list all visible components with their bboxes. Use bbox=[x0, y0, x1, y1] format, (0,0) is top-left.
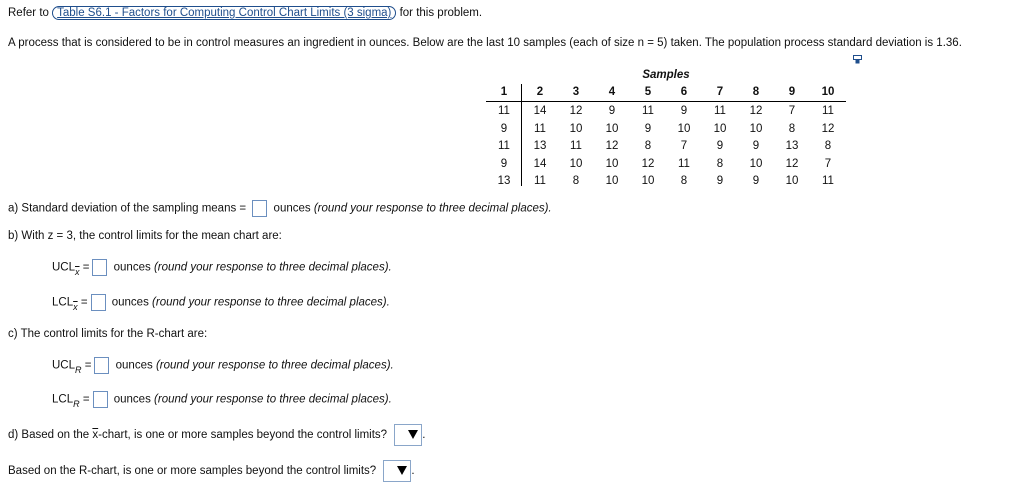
table-divider bbox=[521, 84, 522, 186]
table-cell: 12 bbox=[569, 104, 583, 117]
table-cell: 7 bbox=[680, 140, 688, 153]
table-cell: 7 bbox=[824, 157, 832, 170]
table-row bbox=[486, 155, 846, 173]
ucl-x-eq: = bbox=[82, 261, 90, 274]
ucl-r-subscript: R bbox=[75, 364, 82, 375]
table-cell: 11 bbox=[714, 104, 726, 117]
lcl-r-unit: ounces bbox=[113, 393, 151, 406]
table-cell: 11 bbox=[498, 140, 510, 153]
table-cell: 9 bbox=[500, 157, 508, 170]
col-header: 2 bbox=[522, 84, 558, 102]
ucl-x-unit: ounces bbox=[113, 261, 151, 274]
col-header: 9 bbox=[774, 84, 810, 102]
table-caption: Samples bbox=[642, 68, 690, 81]
part-d-q1-period: . bbox=[422, 429, 426, 442]
dropdown-arrow-icon bbox=[408, 430, 418, 439]
samples-table bbox=[486, 66, 846, 190]
table-cell: 14 bbox=[533, 104, 547, 117]
table-cell: 12 bbox=[821, 122, 835, 135]
table-row bbox=[486, 137, 846, 155]
part-a-hint: (round your response to three decimal places). bbox=[313, 202, 552, 215]
table-cell: 9 bbox=[752, 175, 760, 188]
table-cell: 10 bbox=[785, 175, 799, 188]
ucl-r-hint: (round your response to three decimal places). bbox=[155, 359, 394, 372]
ucl-r-prefix: UCL bbox=[52, 359, 76, 372]
part-a-unit: ounces bbox=[273, 202, 311, 215]
part-d-q1-x: $\overline{x}$ bbox=[92, 429, 99, 442]
problem-statement: A process that is considered to be in control measures an ingredient in ounces. Below are the last 10 samples (each of size n = 5) taken. The population process standard deviation is 1.36. bbox=[8, 37, 962, 49]
part-d-q1-start: d) Based on the bbox=[8, 429, 90, 442]
table-cell: 9 bbox=[608, 104, 616, 117]
part-a-label: a) Standard deviation of the sampling means = bbox=[8, 202, 247, 215]
col-header: 5 bbox=[630, 84, 666, 102]
table-cell: 7 bbox=[788, 104, 796, 117]
lcl-x-eq: = bbox=[80, 296, 88, 309]
table-cell: 10 bbox=[569, 122, 583, 135]
col-header: 6 bbox=[666, 84, 702, 102]
table-cell: 10 bbox=[569, 157, 583, 170]
ucl-x-row bbox=[52, 259, 392, 276]
table-cell: 8 bbox=[680, 175, 688, 188]
table-cell: 10 bbox=[605, 175, 619, 188]
ucl-r-input[interactable] bbox=[94, 357, 109, 374]
part-d-q2-period: . bbox=[411, 465, 415, 478]
dropdown-arrow-icon bbox=[397, 466, 407, 475]
table-cell: 13 bbox=[497, 175, 511, 188]
table-cell: 10 bbox=[749, 122, 763, 135]
table-cell: 8 bbox=[716, 157, 724, 170]
lcl-x-subscript: x bbox=[73, 301, 78, 312]
table-cell: 11 bbox=[534, 122, 546, 135]
table-cell: 11 bbox=[678, 157, 690, 170]
col-header: 7 bbox=[702, 84, 738, 102]
col-header: 10 bbox=[810, 84, 846, 102]
intro-line bbox=[8, 7, 482, 19]
lcl-r-hint: (round your response to three decimal places). bbox=[154, 393, 392, 406]
xbar-chart-answer-dropdown[interactable] bbox=[394, 424, 422, 446]
table-cell: 10 bbox=[713, 122, 727, 135]
table-cell: 10 bbox=[605, 122, 619, 135]
table-cell: 10 bbox=[641, 175, 655, 188]
print-icon[interactable] bbox=[853, 55, 862, 64]
table-cell: 12 bbox=[785, 157, 799, 170]
table-cell: 12 bbox=[749, 104, 763, 117]
table-row bbox=[486, 173, 846, 191]
lcl-x-hint: (round your response to three decimal places). bbox=[152, 296, 390, 309]
part-a bbox=[8, 200, 552, 217]
table-cell: 12 bbox=[641, 157, 655, 170]
col-header: 8 bbox=[738, 84, 774, 102]
ucl-x-hint: (round your response to three decimal places). bbox=[153, 261, 392, 274]
table-cell: 10 bbox=[605, 157, 619, 170]
sd-sampling-means-input[interactable] bbox=[252, 200, 267, 217]
table-row bbox=[486, 120, 846, 138]
table-cell: 14 bbox=[533, 157, 547, 170]
lcl-r-prefix: LCL bbox=[52, 393, 74, 406]
table-cell: 11 bbox=[642, 104, 654, 117]
table-cell: 13 bbox=[785, 140, 799, 153]
table-cell: 8 bbox=[824, 140, 832, 153]
ucl-r-eq: = bbox=[84, 359, 92, 372]
part-d-q1-end: -chart, is one or more samples beyond the control limits? bbox=[98, 429, 388, 442]
part-b-label: b) With z = 3, the control limits for the mean chart are: bbox=[8, 230, 282, 242]
intro-suffix: for this problem. bbox=[399, 7, 483, 19]
r-chart-answer-dropdown[interactable] bbox=[383, 460, 411, 482]
ucl-r-unit: ounces bbox=[115, 359, 153, 372]
lcl-r-input[interactable] bbox=[93, 391, 108, 408]
table-cell: 8 bbox=[644, 140, 652, 153]
col-header: 4 bbox=[594, 84, 630, 102]
intro-prefix: Refer to bbox=[8, 7, 49, 19]
lcl-r-row bbox=[52, 391, 392, 408]
table-cell: 9 bbox=[752, 140, 760, 153]
table-s6-1-link[interactable]: Table S6.1 - Factors for Computing Control Chart Limits (3 sigma) bbox=[52, 6, 396, 20]
table-cell: 8 bbox=[572, 175, 580, 188]
table-cell: 9 bbox=[680, 104, 688, 117]
table-row bbox=[486, 102, 846, 120]
col-header: 1 bbox=[486, 84, 522, 102]
part-c-label: c) The control limits for the R-chart are: bbox=[8, 328, 208, 340]
col-header: 3 bbox=[558, 84, 594, 102]
ucl-x-subscript: x bbox=[75, 266, 80, 277]
table-cell: 11 bbox=[570, 140, 582, 153]
table-cell: 9 bbox=[644, 122, 652, 135]
part-d-q2 bbox=[8, 460, 415, 482]
table-cell: 10 bbox=[677, 122, 691, 135]
lcl-x-prefix: LCL bbox=[52, 296, 74, 309]
table-cell: 11 bbox=[534, 175, 546, 188]
table-cell: 12 bbox=[605, 140, 619, 153]
ucl-x-input[interactable] bbox=[92, 259, 107, 276]
ucl-x-prefix: UCL bbox=[52, 261, 76, 274]
lcl-x-row bbox=[52, 294, 390, 311]
part-d-q2-text: Based on the R-chart, is one or more samples beyond the control limits? bbox=[8, 465, 377, 478]
table-header-row bbox=[486, 84, 846, 102]
table-cell: 13 bbox=[533, 140, 547, 153]
table-cell: 11 bbox=[498, 104, 510, 117]
table-cell: 11 bbox=[822, 104, 834, 117]
table-cell: 9 bbox=[716, 140, 724, 153]
table-cell: 10 bbox=[749, 157, 763, 170]
table-cell: 8 bbox=[788, 122, 796, 135]
lcl-x-unit: ounces bbox=[111, 296, 149, 309]
table-cell: 9 bbox=[716, 175, 724, 188]
lcl-r-eq: = bbox=[82, 393, 90, 406]
table-cell: 9 bbox=[500, 122, 508, 135]
table-cell: 11 bbox=[822, 175, 834, 188]
lcl-r-subscript: R bbox=[73, 398, 80, 409]
ucl-r-row bbox=[52, 357, 394, 374]
part-d-q1 bbox=[8, 424, 425, 446]
lcl-x-input[interactable] bbox=[91, 294, 106, 311]
